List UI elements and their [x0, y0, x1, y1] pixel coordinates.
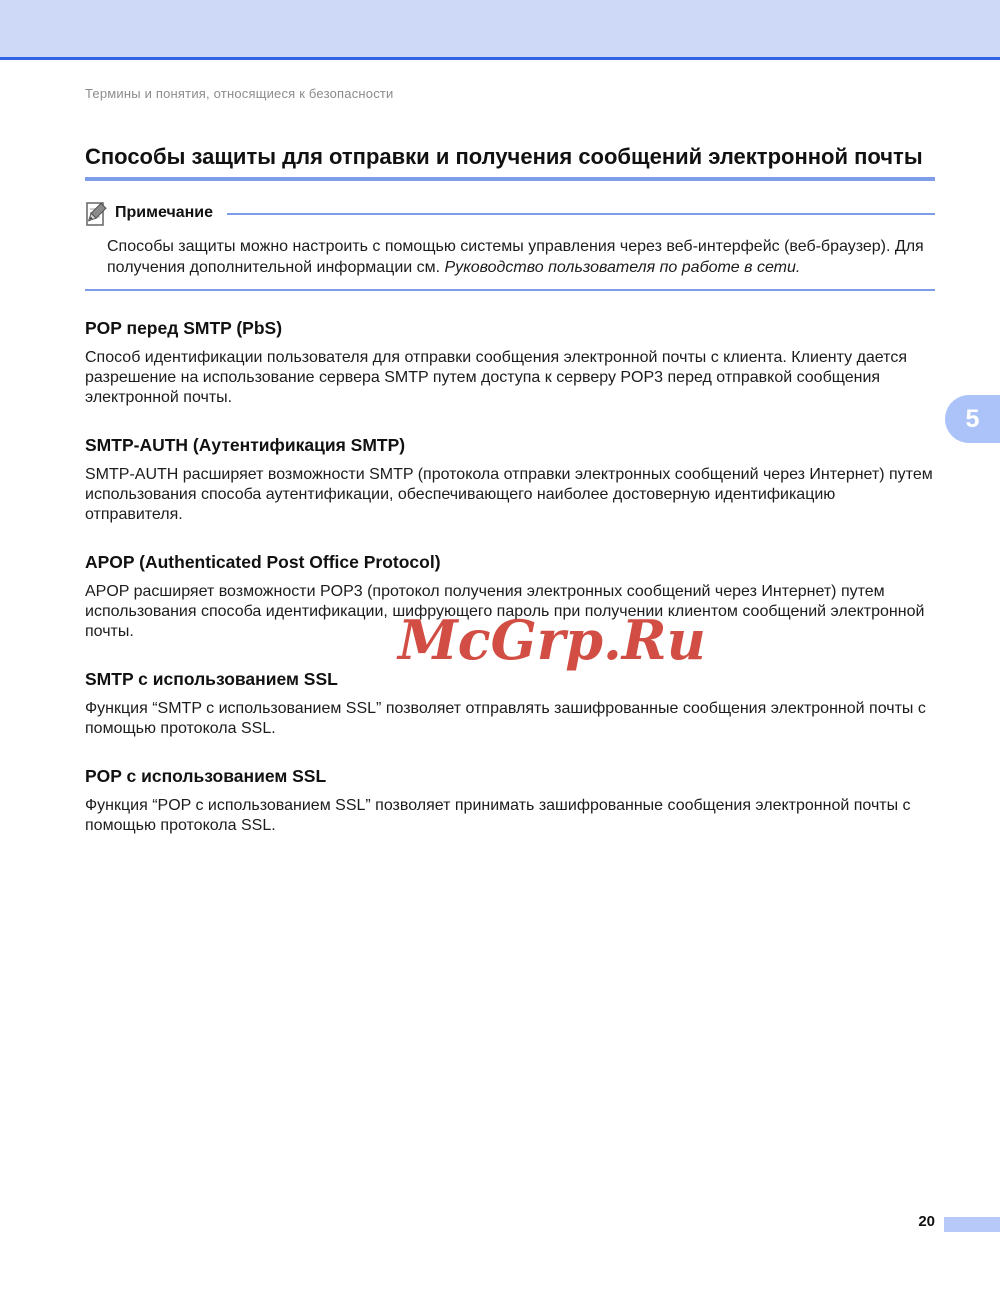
- section-pop-before-smtp: [85, 318, 935, 408]
- section-body: Функция “SMTP с использованием SSL” позволяет отправлять зашифрованные сообщения электронной почты с помощью протокола SSL.: [85, 700, 926, 737]
- section-smtp-auth: [85, 435, 935, 525]
- section-heading: SMTP-AUTH (Аутентификация SMTP): [85, 435, 406, 455]
- section-smtp-ssl: [85, 669, 935, 739]
- page-number: 20: [918, 1213, 935, 1230]
- section-heading: SMTP с использованием SSL: [85, 669, 338, 689]
- note-rule-top: [227, 213, 935, 215]
- section-pop-ssl: [85, 766, 935, 836]
- chapter-tab: [945, 395, 1000, 443]
- note-label: Примечание: [115, 204, 214, 221]
- note-text-normal: Способы защиты можно настроить с помощью системы управления через веб-интерфейс (веб-браузер). Для получения дополнительной информации см.: [107, 238, 924, 276]
- section-heading: APOP (Authenticated Post Office Protocol): [85, 552, 441, 572]
- section-heading: POP с использованием SSL: [85, 766, 327, 786]
- section-body: Функция “POP с использованием SSL” позволяет принимать зашифрованные сообщения электронной почты с помощью протокола SSL.: [85, 797, 911, 834]
- section-apop: [85, 552, 935, 642]
- chapter-number: 5: [965, 404, 980, 433]
- top-band: [0, 0, 1000, 60]
- note-text-italic: Руководство пользователя по работе в сети.: [444, 259, 801, 276]
- note-header: [85, 199, 935, 227]
- note-pencil-icon: [85, 199, 111, 227]
- note-block: [85, 199, 935, 291]
- section-heading: POP перед SMTP (PbS): [85, 318, 283, 338]
- running-header: Термины и понятия, относящиеся к безопасности: [85, 86, 394, 101]
- note-text: [107, 236, 935, 278]
- page-title: Способы защиты для отправки и получения сообщений электронной почты: [85, 143, 935, 181]
- section-body: Способ идентификации пользователя для отправки сообщения электронной почты с клиента. Клиенту дается разрешение на использование сервера SMTP путем доступа к серверу POP3 перед отправкой сообщения электронной почты.: [85, 349, 907, 406]
- section-body: APOP расширяет возможности POP3 (протокол получения электронных сообщений через Интернет) путем использования способа идентификации, шифрующего пароль при получении клиентом сообщений электронной почты.: [85, 583, 925, 640]
- section-body: SMTP-AUTH расширяет возможности SMTP (протокола отправки электронных сообщений через Интернет) путем использования способа аутентификации, обеспечивающего наиболее достоверную идентификацию отправителя.: [85, 466, 933, 523]
- note-rule-bottom: [85, 289, 935, 291]
- page-content: [85, 63, 935, 836]
- watermark: McGrp.Ru: [398, 608, 706, 672]
- footer-accent-block: [944, 1217, 1000, 1232]
